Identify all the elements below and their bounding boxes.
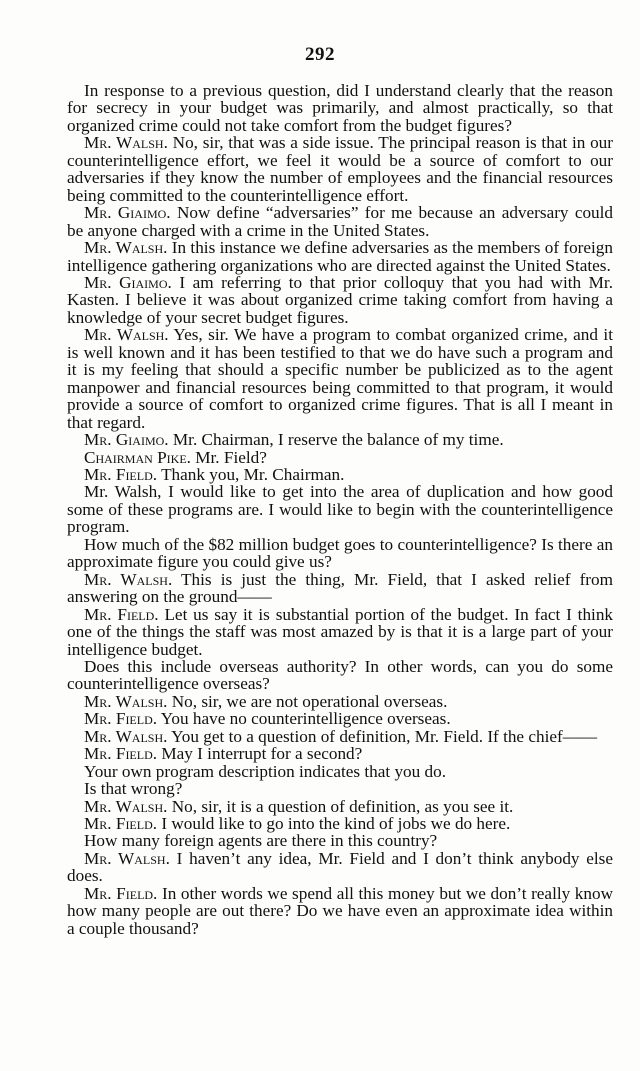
paragraph [67, 815, 613, 832]
paragraph-text: In other words we spend all this money but we don’t really know how many people are out there? Do we have even an approximate idea within a couple thousand? [67, 883, 614, 938]
paragraph-text: This is just the thing, Mr. Field, that I asked relief from answering on the ground—— [67, 569, 613, 607]
paragraph [67, 763, 613, 780]
paragraph [67, 326, 613, 431]
paragraph-text: How many foreign agents are there in this country? [84, 831, 438, 851]
paragraph-text: Does this include overseas authority? In other words, can you do some counterintelligence overseas? [67, 656, 613, 694]
speaker-label: Mr. Giaimo. [84, 203, 171, 223]
paragraph [67, 82, 613, 134]
speaker-label: Mr. Field. [84, 883, 158, 903]
paragraph-text: No, sir, that was a side issue. The principal reason is that in our counterintelligence effort, we feel it would be a source of comfort to our adversaries if they know the number of employees and the financial resources being committed to the counterintelligence effort. [67, 133, 613, 205]
paragraph-text: May I interrupt for a second? [161, 744, 363, 764]
paragraph [67, 483, 613, 535]
paragraph-text: How much of the $82 million budget goes to counterintelligence? Is there an approximate figure you could give us? [67, 534, 613, 572]
speaker-label: Chairman Pike. [84, 447, 191, 467]
paragraph-text: No, sir, it is a question of definition, as you see it. [171, 796, 514, 816]
paragraph-text: Now define “adversaries” for me because an adversary could be anyone charged with a crime in the United States. [67, 203, 614, 240]
paragraph [67, 134, 613, 204]
paragraph [67, 693, 613, 710]
speaker-label: Mr. Giaimo. [84, 272, 172, 292]
paragraph-text: In response to a previous question, did I understand clearly that the reason for secrecy in your budget was primarily, and almost practically, so that organized crime could not take comfort from the budget figures? [67, 81, 613, 135]
speaker-label: Mr. Giaimo. [84, 430, 169, 450]
paragraph [67, 536, 613, 571]
paragraph-text: In this instance we define adversaries as the members of foreign intelligence gathering organizations who are directed against the United States. [67, 238, 613, 275]
paragraph-text: I would like to go into the kind of jobs we do here. [161, 814, 511, 834]
paragraph-text: Thank you, Mr. Chairman. [161, 464, 345, 484]
paragraph-text: Your own program description indicates that you do. [84, 761, 447, 781]
paragraph [67, 606, 613, 658]
paragraph-text: I haven’t any idea, Mr. Field and I don’t think anybody else does. [67, 848, 613, 886]
speaker-label: Mr. Walsh. [84, 238, 168, 258]
paragraph-text: You get to a question of definition, Mr. Field. If the chief—— [171, 726, 598, 746]
paragraph-text: Is that wrong? [84, 779, 183, 799]
paragraph [67, 728, 613, 745]
speaker-label: Mr. Walsh. [84, 796, 168, 816]
paragraph-text: Mr. Chairman, I reserve the balance of my time. [172, 430, 504, 450]
speaker-label: Mr. Walsh. [84, 726, 168, 746]
paragraph [67, 571, 613, 606]
paragraph-text: Yes, sir. We have a program to combat organized crime, and it is well known and it has been testified to that we do have such a program and it is my feeling that should a specific number be publicized as to the agent manpower and financial resources being committed to that program, it would provide a source of comfort to organized crime figures. That is all I meant in that regard. [67, 325, 613, 432]
speaker-label: Mr. Walsh. [84, 848, 170, 868]
paragraph [67, 274, 613, 326]
paragraph [67, 850, 613, 885]
speaker-label: Mr. Field. [84, 604, 159, 624]
paragraph-text: Mr. Field? [195, 447, 267, 467]
speaker-label: Mr. Field. [84, 814, 158, 834]
paragraph-text: No, sir, we are not operational overseas. [171, 691, 448, 711]
speaker-label: Mr. Field. [84, 709, 158, 729]
speaker-label: Mr. Field. [84, 464, 158, 484]
paragraph [67, 832, 613, 849]
paragraph-text: Let us say it is substantial portion of the budget. In fact I think one of the things the staff was most amazed by is that it is a large part of your intelligence budget. [67, 604, 614, 659]
paragraph-text: You have no counterintelligence overseas. [160, 709, 451, 729]
paragraph [67, 431, 613, 448]
speaker-label: Mr. Walsh. [84, 133, 168, 153]
paragraph [67, 449, 613, 466]
paragraph [67, 798, 613, 815]
paragraph [67, 239, 613, 274]
speaker-label: Mr. Walsh. [84, 569, 173, 589]
paragraph [67, 885, 613, 937]
speaker-label: Mr. Field. [84, 744, 158, 764]
speaker-label: Mr. Walsh. [84, 325, 169, 345]
page-number: 292 [305, 44, 335, 65]
paragraph [67, 466, 613, 483]
paragraph [67, 710, 613, 727]
speaker-label: Mr. Walsh. [84, 691, 168, 711]
paragraph [67, 745, 613, 762]
paragraph-text: I am referring to that prior colloquy that you had with Mr. Kasten. I believe it was about organized crime taking comfort from having a knowledge of your secret budget figures. [67, 272, 613, 327]
paragraph [67, 780, 613, 797]
paragraph-text: Mr. Walsh, I would like to get into the area of duplication and how good some of these programs are. I would like to begin with the counterintelligence program. [67, 482, 613, 537]
paragraph [67, 658, 613, 693]
paragraph [67, 204, 613, 239]
transcript-body [67, 82, 613, 937]
